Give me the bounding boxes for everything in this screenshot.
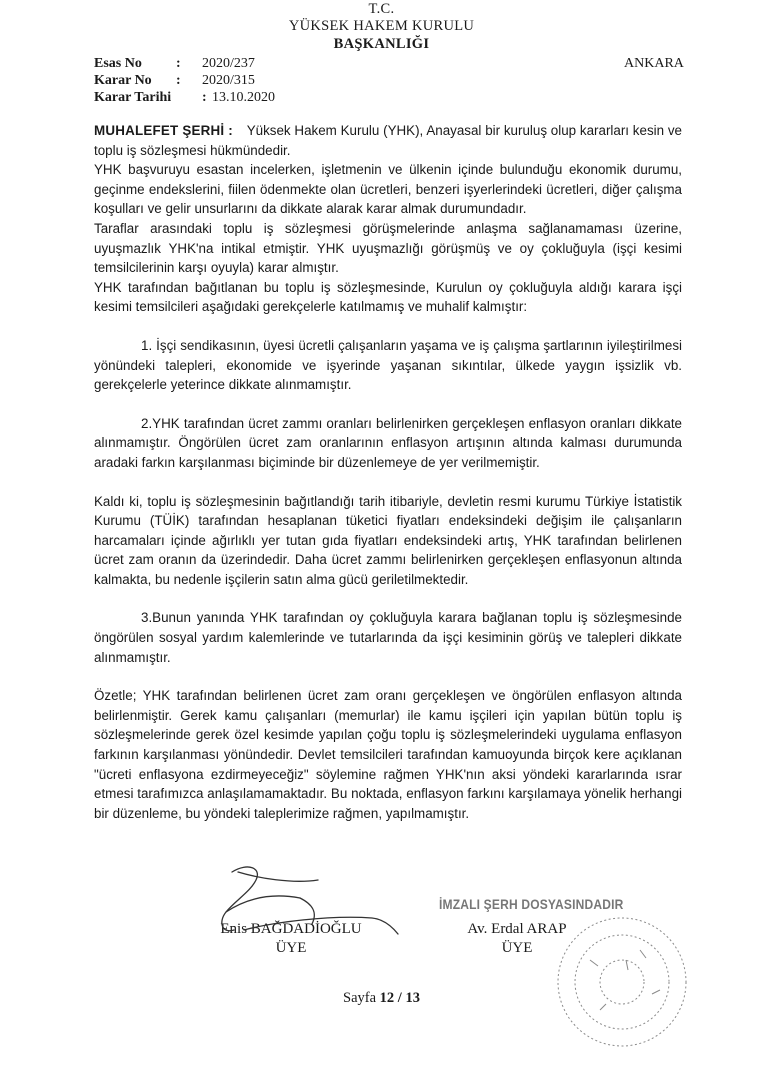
- paragraph-1: YHK başvuruyu esastan incelerken, işletmenin ve ülkenin içinde bulunduğu ekonomik durumu, geçinme endekslerini, fiilen ödenmekte olan ücretleri, benzeri işyerlerindeki ücretleri, diğer çalışma koşulları ve gelir unsurlarını da dikkate alarak karar almak durumundadır.: [94, 162, 682, 217]
- meta-tarih-value: 13.10.2020: [212, 90, 275, 105]
- signed-dissent-stamp: İMZALI ŞERH DOSYASINDADIR: [439, 896, 624, 912]
- signature-right-title: ÜYE: [501, 940, 533, 956]
- reason-item-3: 3.Bunun yanında YHK tarafından oy çokluğuyla karara bağlanan toplu iş sözleşmesinde öngörülen sosyal yardım kalemlerinde ve tutarlarında da işçi kesiminin görüş ve talepleri dikkate alınmamıştır.: [94, 610, 682, 665]
- meta-tarih-label: Karar Tarihi: [94, 90, 172, 105]
- meta-karar-sep: :: [176, 73, 181, 88]
- page-number: 12 / 13: [379, 990, 420, 1006]
- dissent-heading: MUHALEFET ŞERHİ :: [94, 123, 233, 138]
- intro-text: Yüksek Hakem Kurulu (YHK), Anayasal bir kuruluş olup kararları kesin ve toplu iş sözleşmesi hükmündedir.: [94, 123, 682, 158]
- header-institution: YÜKSEK HAKEM KURULU: [288, 18, 475, 34]
- official-seal-icon: [558, 918, 686, 1046]
- paragraph-4: Kaldı ki, toplu iş sözleşmesinin bağıtlandığı tarih itibariyle, devletin resmi kurumu Türkiye İstatistik Kurumu (TÜİK) tarafından hesaplanan tüketici fiyatları endeksindeki değişim ile çalışanların harcamaları içinde ağırlıklı yer tutan gıda fiyatları endeksindeki artış, YHK tarafından belirlenen ücret zam oranın da üzerindedir. Daha ücret zammı belirlenirken gerçekleşen enflasyonun altında kalmakta, bu nedenle işçilerin satın alma gücü geriletilmektedir.: [94, 493, 682, 587]
- meta-karar-label: Karar No: [94, 73, 152, 88]
- paragraph-3: YHK tarafından bağıtlanan bu toplu iş sözleşmesinde, Kurulun oy çokluğuyla aldığı karara işçi kesimi temsilcileri aşağıdaki gerekçelerle katılmamış ve muhalif kalmıştır:: [94, 279, 682, 315]
- header-tc: T.C.: [368, 1, 395, 17]
- meta-city: ANKARA: [624, 56, 684, 71]
- meta-esas-sep: :: [176, 56, 181, 71]
- meta-tarih-row: Karar Tarihi : 13.10.2020: [94, 90, 275, 105]
- paragraph-5: Özetle; YHK tarafından belirlenen ücret zam oranı gerçekleşen ve öngörülen enflasyon altında belirlenmiştir. Gerek kamu çalışanları (memurlar) ile kamu işçileri için yapılan bütün toplu iş sözleşmelerinde gerek özel kesimde yapılan çoğu toplu iş sözleşmelerindeki uygulama enflasyon farkının karşılanması yönündedir. Devlet temsilcileri tarafından kamuoyunda birçok kere açıklanan "ücreti enflasyona ezdirmeyeceğiz" söylemine rağmen YHK'nın aksi yöndeki kararlarında ısrar etmesi tarafımızca anlaşılamamaktadır. Bu noktada, enflasyon farkını karşılamaya yönelik herhangi bir düzenleme, bu yöndeki taleplerimize rağmen, yapılmamıştır.: [94, 688, 682, 821]
- reason-item-2: 2.YHK tarafından ücret zammı oranları belirlenirken gerçekleşen enflasyon oranları dikkate alınmamıştır. Öngörülen ücret zam oranlarının enflasyon artışının altında kalması durumunda aradaki farkın karşılanması biçiminde bir düzenlemeye de yer verilmemiştir.: [94, 415, 682, 470]
- meta-karar-value: 2020/315: [202, 73, 255, 88]
- page-footer: [0, 990, 763, 1007]
- header-presidency: BAŞKANLIĞI: [333, 36, 430, 52]
- paragraph-2: Taraflar arasındaki toplu iş sözleşmesi görüşmelerinde anlaşma sağlanamaması üzerine, uyuşmazlık YHK'na intikal etmiştir. YHK uyuşmazlığı görüşmüş ve oy çokluğuyla (işçi kesimi temsilcilerinin karşı oyuyla) karar almıştır.: [94, 220, 682, 276]
- signature-left-name: Enis BAĞDADİOĞLU: [220, 921, 362, 937]
- handwritten-signature-icon: [222, 867, 398, 934]
- page-label: Sayfa: [343, 990, 377, 1006]
- reason-item-1: 1. İşçi sendikasının, üyesi ücretli çalışanların yaşama ve iş çalışma şartlarının iyileştirilmesi yönündeki talepleri, ekonomide ve işyerinde yaşanan sıkıntılar, ülkede yaygın işsizlik vb. gerekçelerle yeterince dikkate alınmamıştır.: [94, 337, 682, 393]
- signature-left-title: ÜYE: [275, 940, 307, 956]
- signature-right-name: Av. Erdal ARAP: [467, 921, 567, 937]
- meta-esas-value: 2020/237: [202, 56, 255, 71]
- meta-esas-label: Esas No: [94, 56, 142, 71]
